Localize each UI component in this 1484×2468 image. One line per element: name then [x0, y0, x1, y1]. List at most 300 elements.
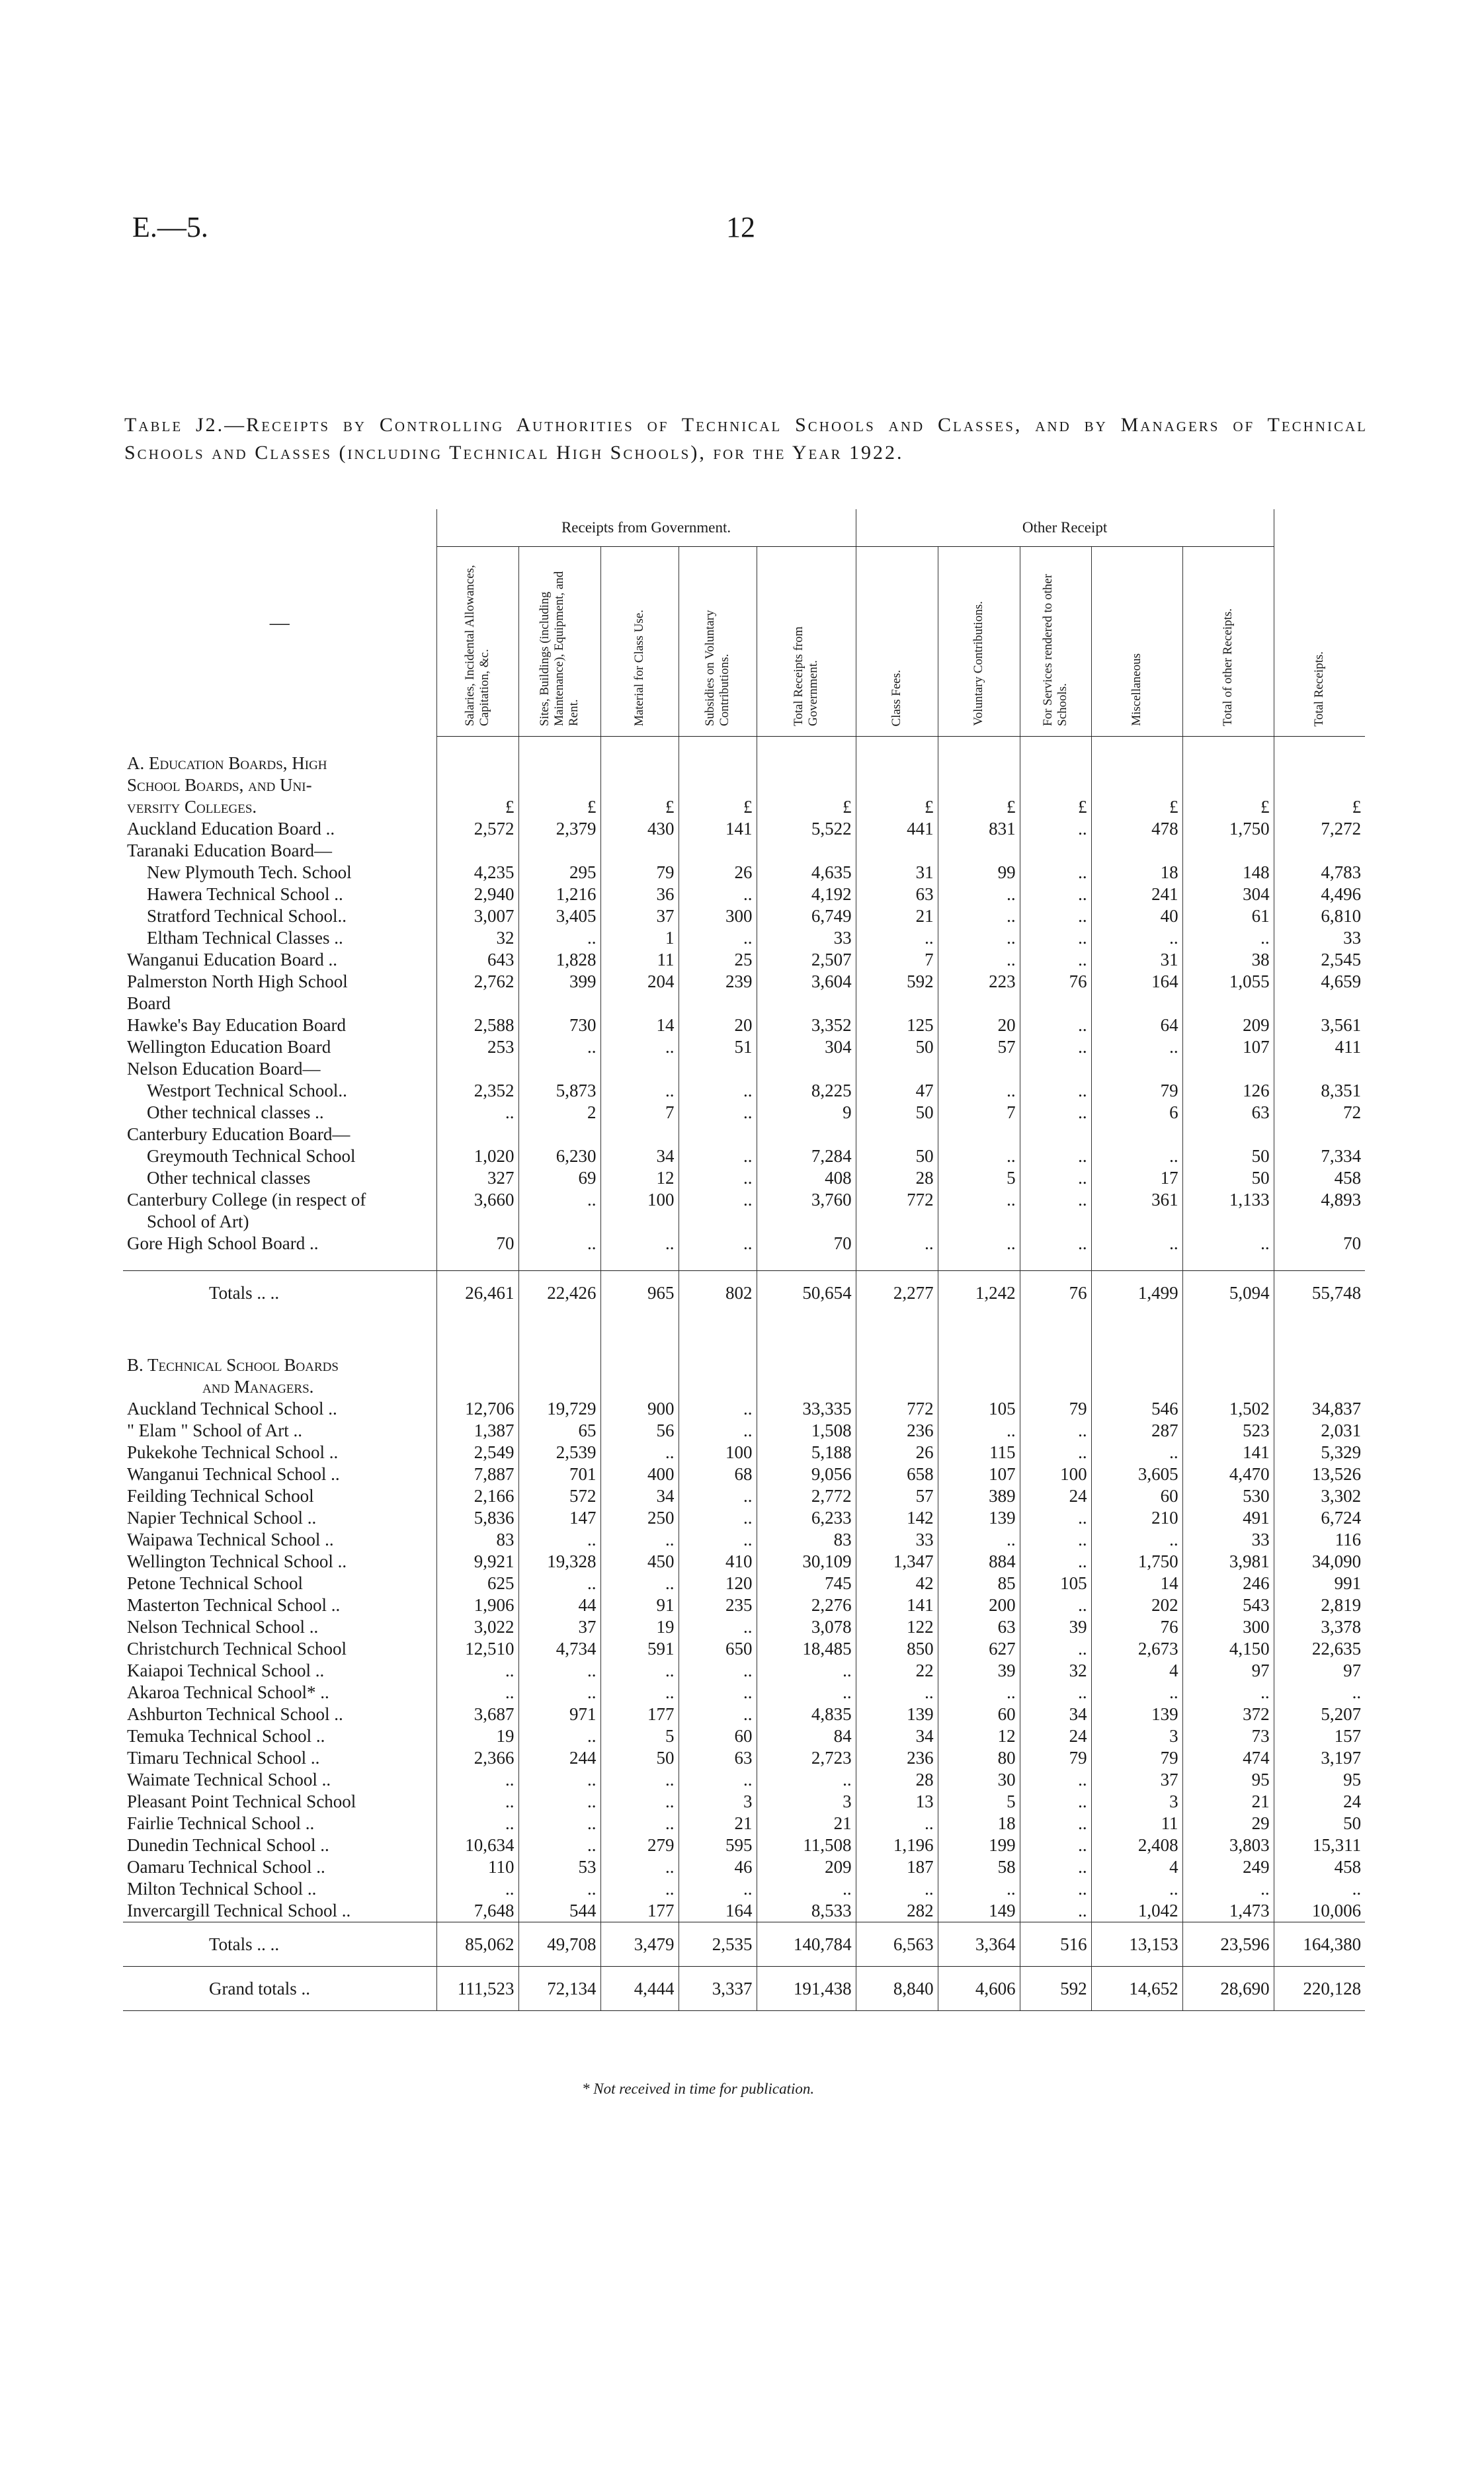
empty-cell	[518, 1354, 600, 1376]
table-row	[123, 1813, 1365, 1834]
row-label-text: Eltham Technical Classes ..	[147, 928, 343, 948]
value-cell: 60	[679, 1725, 757, 1747]
row-label-text: Greymouth Technical School	[147, 1146, 356, 1166]
row-label-text: Palmerston North High School	[127, 971, 348, 991]
value-cell: 3,337	[679, 1967, 757, 2011]
value-cell: ..	[518, 1233, 600, 1255]
row-label	[123, 884, 436, 905]
row-label-text: Waipawa Technical School ..	[127, 1530, 334, 1549]
col-header-sites: Sites, Buildings (including Maintenance), Equipment, and Rent.	[518, 547, 600, 737]
col-header-material: Material for Class Use.	[600, 547, 679, 737]
value-cell: 55,748	[1274, 1271, 1365, 1315]
value-cell: 50	[1182, 1145, 1274, 1167]
value-cell: 56	[600, 1420, 679, 1442]
value-cell: 3,378	[1274, 1616, 1365, 1638]
value-cell	[600, 840, 679, 862]
value-cell: ..	[1020, 949, 1091, 971]
empty-cell	[1091, 1354, 1182, 1376]
value-cell: 2,507	[757, 949, 856, 971]
value-cell: 10,006	[1274, 1900, 1365, 1922]
value-cell: ..	[938, 927, 1020, 949]
value-cell: 991	[1274, 1573, 1365, 1594]
row-label	[123, 862, 436, 884]
value-cell: ..	[1020, 1014, 1091, 1036]
value-cell: 591	[600, 1638, 679, 1660]
row-label-text: Grand totals ..	[209, 1978, 310, 1998]
value-cell: 1,020	[436, 1145, 518, 1167]
page-number: 12	[726, 211, 755, 243]
value-cell: 187	[856, 1856, 938, 1878]
value-cell: 650	[679, 1638, 757, 1660]
row-label	[123, 1167, 436, 1189]
unit-cell: £	[757, 796, 856, 818]
value-cell: 408	[757, 1167, 856, 1189]
value-cell: ..	[679, 1420, 757, 1442]
row-label	[123, 927, 436, 949]
value-cell	[1182, 1124, 1274, 1145]
value-cell: 63	[1182, 1102, 1274, 1124]
row-label-text: Totals .. ..	[209, 1934, 280, 1954]
value-cell: ..	[436, 1102, 518, 1124]
value-cell	[1274, 1124, 1365, 1145]
value-cell: 2,366	[436, 1747, 518, 1769]
unit-cell: £	[1274, 796, 1365, 818]
value-cell: 28,690	[1182, 1967, 1274, 2011]
value-cell: 304	[1182, 884, 1274, 905]
empty-cell	[518, 1315, 600, 1354]
table-row	[123, 840, 1365, 862]
value-cell: 772	[856, 1398, 938, 1420]
value-cell: 625	[436, 1573, 518, 1594]
value-cell: ..	[1020, 818, 1091, 840]
value-cell: 111,523	[436, 1967, 518, 2011]
value-cell: 22	[856, 1660, 938, 1682]
value-cell	[600, 1211, 679, 1233]
value-cell: 34	[1020, 1704, 1091, 1725]
value-cell: 148	[1182, 862, 1274, 884]
row-label-text: Napier Technical School ..	[127, 1508, 317, 1528]
row-label	[123, 1420, 436, 1442]
table-row	[123, 1704, 1365, 1725]
value-cell: 2,545	[1274, 949, 1365, 971]
section-heading: A. Education Boards, High	[127, 753, 327, 773]
value-cell: 7,887	[436, 1463, 518, 1485]
empty-cell	[679, 1315, 757, 1354]
value-cell: ..	[1091, 1233, 1182, 1255]
value-cell: ..	[757, 1660, 856, 1682]
row-label	[123, 1725, 436, 1747]
units-row	[123, 796, 1365, 818]
value-cell: ..	[679, 1529, 757, 1551]
row-label	[123, 971, 436, 993]
table-row	[123, 1573, 1365, 1594]
value-cell: 5	[938, 1791, 1020, 1813]
value-cell: ..	[518, 1769, 600, 1791]
row-label	[123, 1145, 436, 1167]
value-cell	[518, 840, 600, 862]
empty-cell	[123, 737, 436, 753]
value-cell: 2,673	[1091, 1638, 1182, 1660]
table-row	[123, 1551, 1365, 1573]
value-cell: 1,196	[856, 1834, 938, 1856]
value-cell: 543	[1182, 1594, 1274, 1616]
row-label	[123, 1211, 436, 1233]
value-cell: 76	[1020, 1271, 1091, 1315]
row-label	[123, 905, 436, 927]
value-cell: 115	[938, 1442, 1020, 1463]
value-cell: 3,022	[436, 1616, 518, 1638]
table-row	[123, 1398, 1365, 1420]
value-cell	[436, 840, 518, 862]
value-cell: 47	[856, 1080, 938, 1102]
empty-cell	[600, 1354, 679, 1376]
row-label-text: Taranaki Education Board—	[127, 841, 332, 860]
row-label-text: Ashburton Technical School ..	[127, 1704, 343, 1724]
value-cell: 37	[600, 905, 679, 927]
value-cell: ..	[1020, 1233, 1091, 1255]
empty-cell	[679, 774, 757, 796]
value-cell	[1182, 993, 1274, 1014]
table-row	[123, 1211, 1365, 1233]
empty-cell	[679, 737, 757, 753]
value-cell: 20	[938, 1014, 1020, 1036]
col-header-voluntary: Voluntary Contributions.	[938, 547, 1020, 737]
value-cell: 61	[1182, 905, 1274, 927]
row-label-text: Hawera Technical School ..	[147, 884, 343, 904]
value-cell: 2,549	[436, 1442, 518, 1463]
value-cell: ..	[1091, 1442, 1182, 1463]
value-cell	[1020, 1058, 1091, 1080]
value-cell: ..	[757, 1878, 856, 1900]
value-cell: ..	[1020, 1102, 1091, 1124]
value-cell: 3,479	[600, 1922, 679, 1967]
value-cell: 3,405	[518, 905, 600, 927]
empty-cell	[856, 1376, 938, 1398]
value-cell: ..	[518, 927, 600, 949]
value-cell: 19,328	[518, 1551, 600, 1573]
value-cell: ..	[1020, 927, 1091, 949]
value-cell: 34	[856, 1725, 938, 1747]
col-header-services: For Services rendered to other Schools.	[1020, 547, 1091, 737]
value-cell: 210	[1091, 1507, 1182, 1529]
value-cell: 8,840	[856, 1967, 938, 2011]
value-cell: 6,749	[757, 905, 856, 927]
row-label-text: Nelson Education Board—	[127, 1059, 321, 1079]
value-cell: ..	[600, 1856, 679, 1878]
value-cell: 4,734	[518, 1638, 600, 1660]
value-cell: 63	[938, 1616, 1020, 1638]
value-cell: 478	[1091, 818, 1182, 840]
row-label-text: Milton Technical School ..	[127, 1879, 317, 1899]
value-cell: 9	[757, 1102, 856, 1124]
value-cell: 39	[938, 1660, 1020, 1682]
value-cell: 2,819	[1274, 1594, 1365, 1616]
value-cell	[856, 993, 938, 1014]
value-cell: 24	[1020, 1485, 1091, 1507]
section-heading: School Boards, and Uni-	[127, 775, 312, 795]
value-cell: 199	[938, 1834, 1020, 1856]
receipts-table	[123, 509, 1365, 2011]
row-label-text: Pukekohe Technical School ..	[127, 1442, 339, 1462]
col-header-salaries: Salaries, Incidental Allowances, Capitation, &c.	[436, 547, 518, 737]
value-cell: 191,438	[757, 1967, 856, 2011]
value-cell: ..	[1020, 1594, 1091, 1616]
table-body	[123, 737, 1365, 2011]
empty-cell	[600, 737, 679, 753]
value-cell	[1020, 993, 1091, 1014]
totals-row	[123, 1922, 1365, 1967]
value-cell: 34,090	[1274, 1551, 1365, 1573]
value-cell: 28	[856, 1769, 938, 1791]
value-cell: 236	[856, 1420, 938, 1442]
value-cell: ..	[679, 1080, 757, 1102]
table-row	[123, 884, 1365, 905]
value-cell: 57	[856, 1485, 938, 1507]
value-cell: 7,272	[1274, 818, 1365, 840]
value-cell: 1,828	[518, 949, 600, 971]
row-label	[123, 1036, 436, 1058]
value-cell: 22,635	[1274, 1638, 1365, 1660]
value-cell: 6,230	[518, 1145, 600, 1167]
value-cell: ..	[518, 1682, 600, 1704]
table-row	[123, 1189, 1365, 1211]
table-row	[123, 1442, 1365, 1463]
empty-cell	[600, 774, 679, 796]
value-cell: 140,784	[757, 1922, 856, 1967]
empty-cell	[600, 1376, 679, 1398]
empty-cell	[1182, 737, 1274, 753]
value-cell	[1091, 1124, 1182, 1145]
empty-cell	[436, 1315, 518, 1354]
value-cell: 300	[679, 905, 757, 927]
value-cell: 1,055	[1182, 971, 1274, 993]
row-label	[123, 1080, 436, 1102]
row-label-text: Hawke's Bay Education Board	[127, 1015, 347, 1035]
section-heading: and Managers.	[202, 1377, 314, 1397]
value-cell: 1,502	[1182, 1398, 1274, 1420]
value-cell: 99	[938, 862, 1020, 884]
value-cell: 1,473	[1182, 1900, 1274, 1922]
row-label	[123, 1638, 436, 1660]
value-cell: 3	[1091, 1725, 1182, 1747]
empty-cell	[1091, 1376, 1182, 1398]
empty-cell	[1020, 737, 1091, 753]
value-cell: 516	[1020, 1922, 1091, 1967]
empty-cell	[757, 774, 856, 796]
empty-cell	[679, 753, 757, 774]
value-cell: ..	[1020, 1507, 1091, 1529]
value-cell: 70	[757, 1233, 856, 1255]
empty-cell	[938, 1255, 1020, 1271]
row-label	[123, 1616, 436, 1638]
value-cell: 50	[1274, 1813, 1365, 1834]
value-cell: 76	[1091, 1616, 1182, 1638]
value-cell: ..	[856, 1682, 938, 1704]
value-cell: 244	[518, 1747, 600, 1769]
row-label-text: Waimate Technical School ..	[127, 1770, 331, 1789]
value-cell: 7,648	[436, 1900, 518, 1922]
value-cell: 105	[1020, 1573, 1091, 1594]
value-cell: 25	[679, 949, 757, 971]
row-label-text: Auckland Technical School ..	[127, 1399, 337, 1419]
value-cell: 50,654	[757, 1271, 856, 1315]
empty-cell	[436, 753, 518, 774]
value-cell: ..	[518, 1036, 600, 1058]
table-row	[123, 905, 1365, 927]
value-cell	[1274, 993, 1365, 1014]
empty-cell	[436, 1255, 518, 1271]
value-cell: 2,166	[436, 1485, 518, 1507]
value-cell: 1,906	[436, 1594, 518, 1616]
row-label-text: Auckland Education Board ..	[127, 819, 335, 839]
value-cell: ..	[600, 1573, 679, 1594]
value-cell: ..	[600, 1878, 679, 1900]
col-header-subsidies: Subsidies on Voluntary Contributions.	[679, 547, 757, 737]
value-cell: 60	[938, 1704, 1020, 1725]
value-cell: 42	[856, 1573, 938, 1594]
value-cell: 28	[856, 1167, 938, 1189]
value-cell: 21	[856, 905, 938, 927]
value-cell: 3,803	[1182, 1834, 1274, 1856]
value-cell: 241	[1091, 884, 1182, 905]
row-label	[123, 993, 436, 1014]
value-cell	[679, 840, 757, 862]
value-cell: ..	[1020, 1442, 1091, 1463]
value-cell: 24	[1274, 1791, 1365, 1813]
value-cell: ..	[1020, 1145, 1091, 1167]
empty-cell	[938, 753, 1020, 774]
table-row	[123, 1594, 1365, 1616]
empty-cell	[856, 737, 938, 753]
section-heading: versity Colleges.	[127, 797, 257, 817]
table-row	[123, 927, 1365, 949]
value-cell: 2,031	[1274, 1420, 1365, 1442]
value-cell: 2,539	[518, 1442, 600, 1463]
unit-cell: £	[1182, 796, 1274, 818]
value-cell: 120	[679, 1573, 757, 1594]
value-cell: ..	[1182, 927, 1274, 949]
row-label-text: Nelson Technical School ..	[127, 1617, 319, 1637]
empty-cell	[600, 1315, 679, 1354]
value-cell: 3,760	[757, 1189, 856, 1211]
value-cell: ..	[518, 1791, 600, 1813]
value-cell: 884	[938, 1551, 1020, 1573]
value-cell: ..	[1091, 1878, 1182, 1900]
value-cell: 2,588	[436, 1014, 518, 1036]
value-cell: 772	[856, 1189, 938, 1211]
row-label-text: Fairlie Technical School ..	[127, 1813, 315, 1833]
value-cell: 33	[1182, 1529, 1274, 1551]
value-cell: 105	[938, 1398, 1020, 1420]
value-cell: 79	[1091, 1747, 1182, 1769]
value-cell: 10,634	[436, 1834, 518, 1856]
empty-cell	[1091, 1255, 1182, 1271]
value-cell: 279	[600, 1834, 679, 1856]
value-cell	[518, 1058, 600, 1080]
row-label	[123, 1463, 436, 1485]
value-cell	[679, 993, 757, 1014]
value-cell: 26	[856, 1442, 938, 1463]
section-heading: B. Technical School Boards	[127, 1355, 339, 1375]
value-cell: 19,729	[518, 1398, 600, 1420]
value-cell: 5,873	[518, 1080, 600, 1102]
value-cell: 126	[1182, 1080, 1274, 1102]
value-cell: 209	[757, 1856, 856, 1878]
value-cell: 1,387	[436, 1420, 518, 1442]
table-row	[123, 1856, 1365, 1878]
value-cell: ..	[1020, 1834, 1091, 1856]
value-cell: 80	[938, 1747, 1020, 1769]
value-cell	[1091, 840, 1182, 862]
value-cell: 139	[938, 1507, 1020, 1529]
row-label-text: Gore High School Board ..	[127, 1233, 319, 1253]
empty-cell	[518, 1376, 600, 1398]
value-cell	[1274, 1058, 1365, 1080]
value-cell	[1091, 993, 1182, 1014]
empty-cell	[1020, 1354, 1091, 1376]
value-cell: 4,893	[1274, 1189, 1365, 1211]
value-cell: ..	[1182, 1878, 1274, 1900]
blank-header: —	[269, 611, 290, 634]
value-cell	[938, 1211, 1020, 1233]
table-row	[123, 1725, 1365, 1747]
value-cell: 491	[1182, 1507, 1274, 1529]
empty-cell	[1182, 753, 1274, 774]
value-cell: 223	[938, 971, 1020, 993]
value-cell: 147	[518, 1507, 600, 1529]
value-cell	[436, 993, 518, 1014]
value-cell: 523	[1182, 1420, 1274, 1442]
value-cell: ..	[1020, 1900, 1091, 1922]
value-cell: ..	[600, 1682, 679, 1704]
value-cell: 3,604	[757, 971, 856, 993]
value-cell	[856, 1124, 938, 1145]
value-cell: ..	[1020, 1813, 1091, 1834]
value-cell: 79	[600, 862, 679, 884]
value-cell: 83	[757, 1529, 856, 1551]
empty-cell	[600, 753, 679, 774]
unit-cell: £	[600, 796, 679, 818]
value-cell: 13,153	[1091, 1922, 1182, 1967]
value-cell: 122	[856, 1616, 938, 1638]
value-cell: ..	[518, 1189, 600, 1211]
empty-cell	[518, 774, 600, 796]
value-cell: 164,380	[1274, 1922, 1365, 1967]
value-cell: 141	[679, 818, 757, 840]
row-label-text: Akaroa Technical School* ..	[127, 1682, 329, 1702]
value-cell: 745	[757, 1573, 856, 1594]
value-cell: 3,660	[436, 1189, 518, 1211]
grand-totals-row	[123, 1967, 1365, 2011]
value-cell: 65	[518, 1420, 600, 1442]
empty-cell	[518, 1255, 600, 1271]
table-row	[123, 1682, 1365, 1704]
value-cell: 76	[1020, 971, 1091, 993]
table-title: Table J2.—Receipts by Controlling Authorities of Technical Schools and Classes, and by Managers of Technical Schools and Classes (including Technical High Schools), for the Year 1922.	[124, 414, 1368, 464]
value-cell: 91	[600, 1594, 679, 1616]
value-cell: 6,810	[1274, 905, 1365, 927]
value-cell: 1,042	[1091, 1900, 1182, 1922]
value-cell: 546	[1091, 1398, 1182, 1420]
table-row	[123, 1102, 1365, 1124]
value-cell	[856, 1211, 938, 1233]
value-cell: 3,007	[436, 905, 518, 927]
value-cell: 3	[679, 1791, 757, 1813]
value-cell: 84	[757, 1725, 856, 1747]
value-cell: 33	[1274, 927, 1365, 949]
value-cell: 141	[856, 1594, 938, 1616]
value-cell: 8,225	[757, 1080, 856, 1102]
